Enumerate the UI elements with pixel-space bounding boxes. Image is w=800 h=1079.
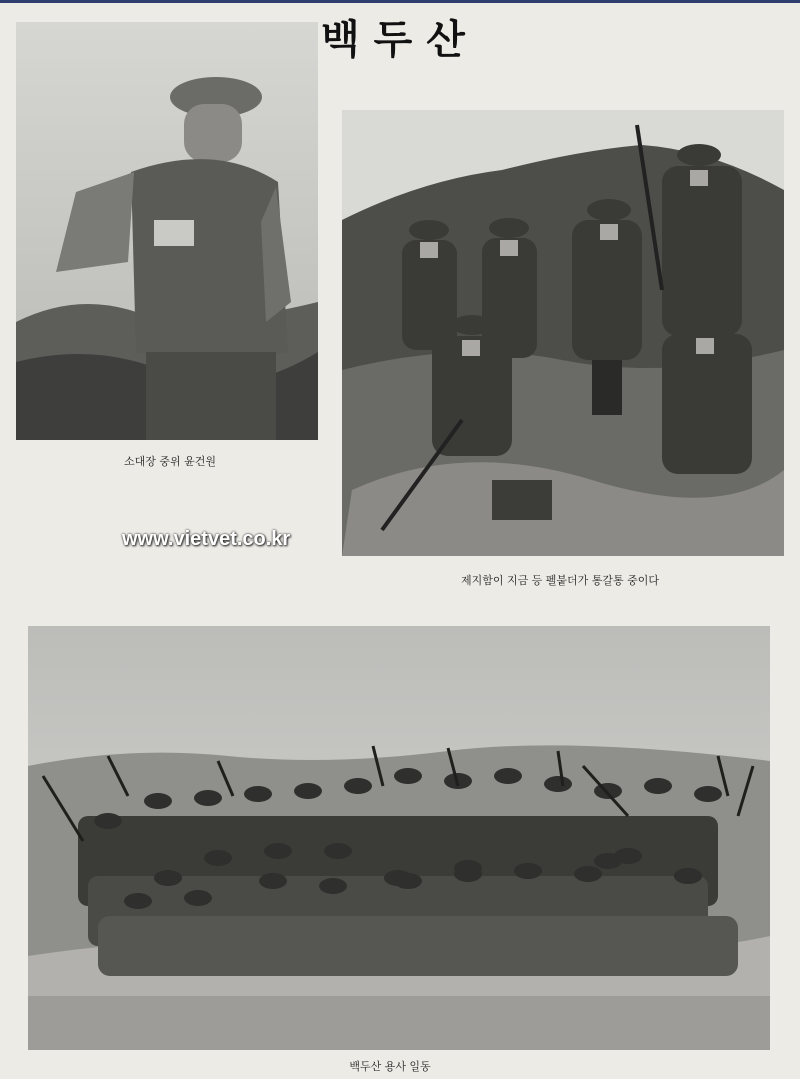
portrait-photo-image: [16, 22, 318, 440]
top-color-strip: [0, 0, 800, 3]
portrait-photo: [16, 22, 318, 440]
portrait-caption: 소대장 중위 윤건원: [123, 455, 216, 468]
radio-group-caption: 제지함이 지금 등 펠붙더가 통갈통 중이다: [460, 574, 660, 587]
watermark-text: www.vietvet.co.kr: [122, 528, 291, 550]
page-title: 백두산: [321, 16, 479, 63]
group-photo: [28, 626, 770, 1050]
group-photo-image: [28, 626, 770, 1050]
radio-group-photo: [342, 110, 784, 556]
group-photo-caption: 백두산 용사 일동: [349, 1060, 431, 1073]
radio-group-photo-image: [342, 110, 784, 556]
